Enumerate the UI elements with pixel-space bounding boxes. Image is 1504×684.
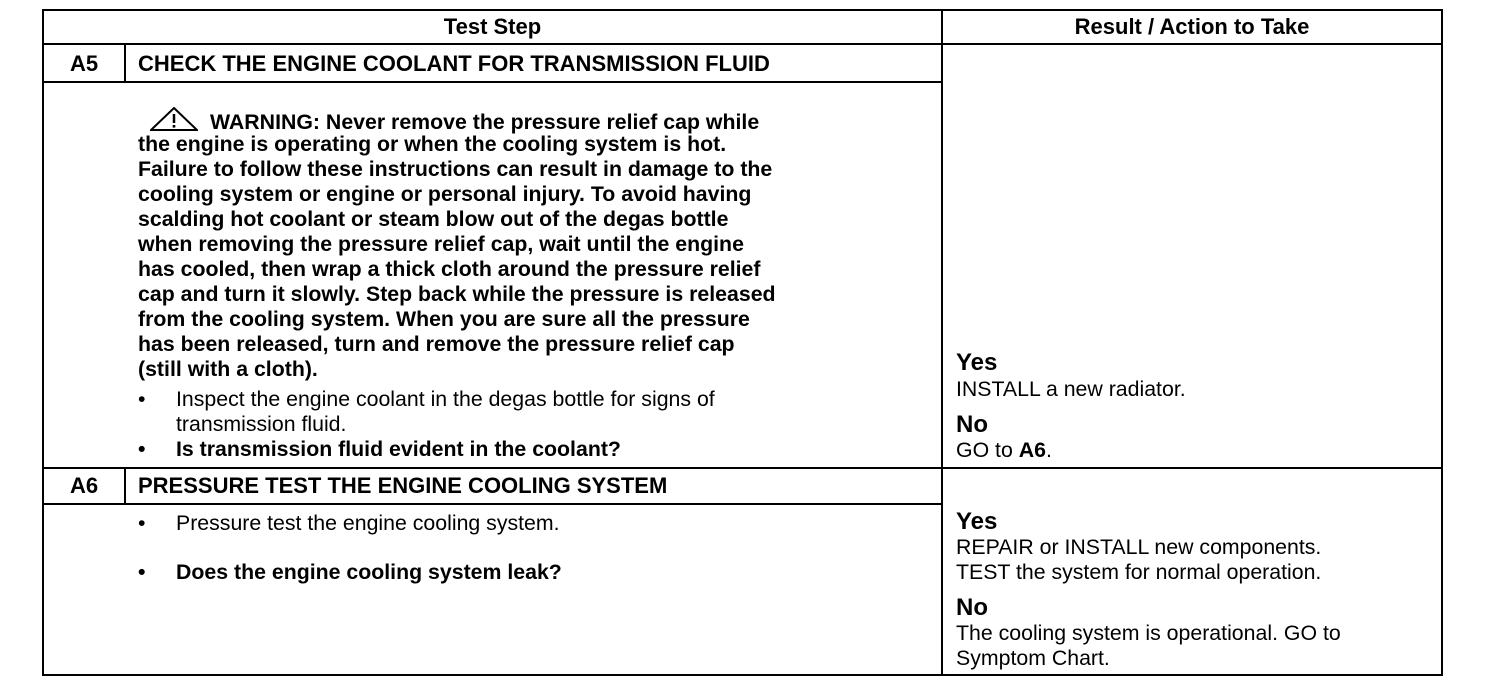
step-id-a5: A5 bbox=[69, 51, 99, 76]
warning-line: cooling system or engine or personal injury. To avoid having bbox=[138, 182, 752, 206]
result-no-text: The cooling system is operational. GO to bbox=[956, 621, 1341, 645]
bullet-text: Inspect the engine coolant in the degas bottle for signs of bbox=[176, 387, 715, 411]
result-no-text: GO to A6. bbox=[956, 438, 1052, 462]
step-title-a5: CHECK THE ENGINE COOLANT FOR TRANSMISSION FLUID bbox=[138, 51, 770, 76]
warning-line: has cooled, then wrap a thick cloth around the pressure relief bbox=[138, 257, 761, 281]
header-test-step: Test Step bbox=[44, 11, 943, 45]
warning-triangle-icon bbox=[150, 107, 198, 131]
warning-block bbox=[138, 107, 928, 382]
result-no-heading: No bbox=[956, 594, 988, 621]
warning-line: cap and turn it slowly. Step back while the pressure is released bbox=[138, 282, 776, 306]
row-divider-a5-a6 bbox=[44, 467, 1441, 469]
bullet-text: transmission fluid. bbox=[176, 412, 347, 436]
header-result-action: Result / Action to Take bbox=[943, 11, 1441, 45]
step-id-divider-a5 bbox=[124, 45, 126, 83]
warning-line: the engine is operating or when the cooling system is hot. bbox=[138, 132, 727, 156]
result-yes-text: REPAIR or INSTALL new components. bbox=[956, 535, 1322, 559]
bullet-marker: • bbox=[138, 437, 146, 461]
result-yes-text: INSTALL a new radiator. bbox=[956, 377, 1186, 401]
step-title-a6: PRESSURE TEST THE ENGINE COOLING SYSTEM bbox=[138, 473, 668, 498]
column-divider bbox=[941, 45, 943, 674]
result-yes-text: TEST the system for normal operation. bbox=[956, 560, 1322, 584]
warning-line: WARNING: Never remove the pressure relief cap while bbox=[138, 107, 928, 132]
bullet-marker: • bbox=[138, 511, 146, 535]
result-no-heading: No bbox=[956, 411, 988, 438]
diagnostic-table bbox=[42, 9, 1443, 676]
result-yes-heading: Yes bbox=[956, 349, 998, 376]
bullet-marker: • bbox=[138, 387, 146, 411]
result-yes-heading: Yes bbox=[956, 508, 998, 535]
warning-line: Failure to follow these instructions can result in damage to the bbox=[138, 157, 773, 181]
warning-line: scalding hot coolant or steam blow out of the degas bottle bbox=[138, 207, 729, 231]
warning-line: when removing the pressure relief cap, wait until the engine bbox=[138, 232, 744, 256]
row-divider-a5-title bbox=[44, 81, 941, 83]
step-reference-link[interactable]: A6 bbox=[1018, 438, 1046, 462]
warning-line: (still with a cloth). bbox=[138, 357, 318, 381]
step-id-divider-a6 bbox=[124, 467, 126, 505]
bullet-marker: • bbox=[138, 560, 146, 584]
warning-line: has been released, turn and remove the pressure relief cap bbox=[138, 332, 735, 356]
step-id-a6: A6 bbox=[69, 473, 99, 498]
bullet-text: Is transmission fluid evident in the coolant? bbox=[176, 437, 621, 461]
result-no-text: Symptom Chart. bbox=[956, 646, 1110, 670]
row-divider-a6-title bbox=[44, 503, 941, 505]
bullet-text: Does the engine cooling system leak? bbox=[176, 560, 562, 584]
warning-line: from the cooling system. When you are sure all the pressure bbox=[138, 307, 750, 331]
bullet-text: Pressure test the engine cooling system. bbox=[176, 511, 560, 535]
